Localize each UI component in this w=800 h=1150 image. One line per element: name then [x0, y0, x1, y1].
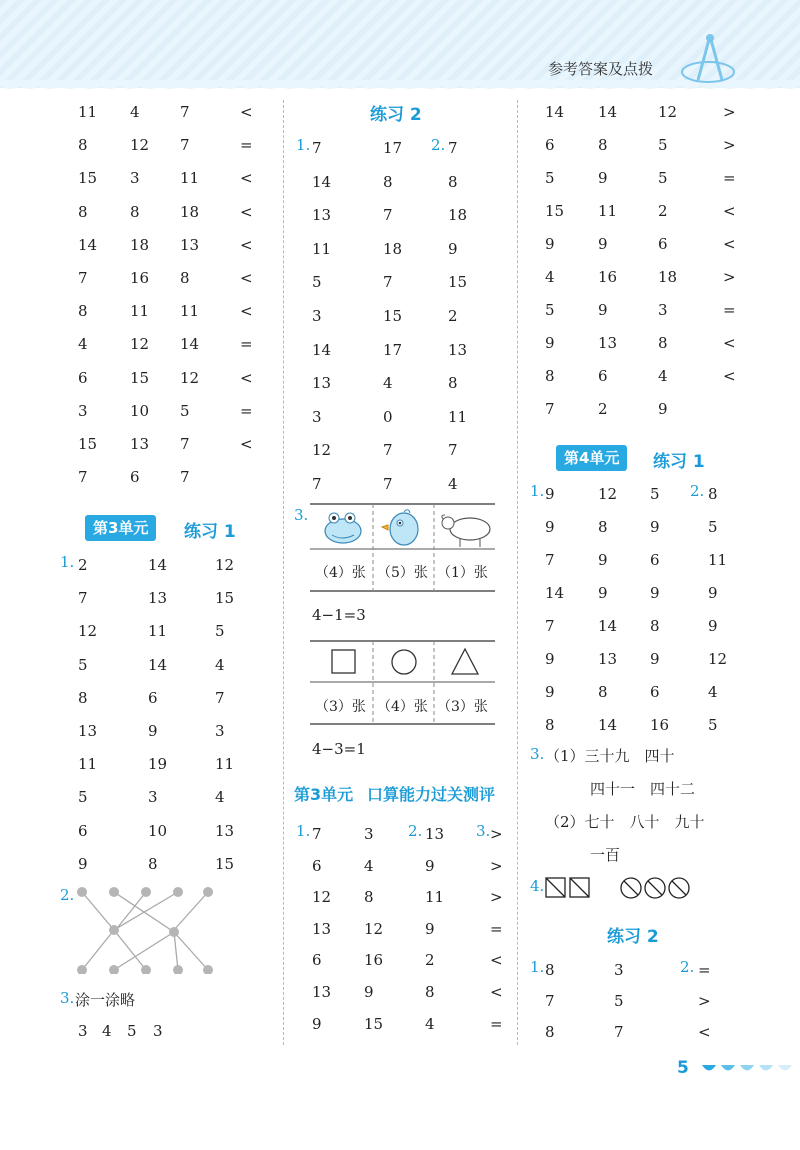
unit4-q-cell: 9 — [708, 617, 718, 635]
left-top-cell: < — [240, 302, 253, 321]
exercise2-cell: 0 — [383, 407, 393, 426]
exercise2-cell: 8 — [448, 172, 458, 191]
right-q1-label: 1. — [530, 482, 545, 500]
left-top-cell: < — [240, 269, 253, 287]
right-top-cell: 6 — [598, 367, 608, 385]
exercise2-cell: 18 — [448, 206, 468, 225]
right-top-cell: 2 — [598, 400, 608, 418]
unit3-test-cell: < — [490, 983, 503, 1001]
left-top-cell: 11 — [180, 169, 200, 188]
unit4-p2-cell: = — [698, 961, 711, 979]
unit4-q-cell: 8 — [650, 617, 660, 635]
test-q3-label: 3. — [476, 822, 491, 840]
unit4-p2-cell: 7 — [545, 992, 555, 1010]
right-top-cell: 9 — [658, 400, 668, 418]
unit3-test-cell: > — [490, 856, 503, 875]
left-top-cell: 7 — [180, 468, 190, 487]
sheep-icon — [442, 515, 490, 547]
column-divider-right — [517, 100, 518, 1045]
right-top-cell: 15 — [545, 202, 565, 220]
exercise2-cell: 3 — [312, 407, 322, 426]
unit4-q-cell: 16 — [650, 716, 670, 734]
unit3-q1-cell: 3 — [148, 788, 158, 807]
left-top-cell: < — [240, 235, 253, 254]
unit4-p2-cell: 3 — [614, 961, 624, 979]
unit4-q-cell: 9 — [708, 584, 718, 602]
unit3-q1-cell: 5 — [78, 655, 88, 674]
unit3-test-cell: 2 — [425, 951, 435, 970]
exercise2-cell: 5 — [312, 273, 322, 292]
right-top-cell: 5 — [658, 169, 668, 187]
left-top-cell: 7 — [78, 468, 88, 487]
unit3-q1-cell: 15 — [215, 589, 235, 608]
left-top-cell: 8 — [78, 202, 88, 221]
left-top-cell: 11 — [130, 302, 150, 321]
unit3-test-cell: 9 — [364, 983, 374, 1001]
unit3-test-cell: < — [490, 951, 503, 970]
unit4-q-cell: 7 — [545, 617, 555, 635]
exercise2-cell: 18 — [383, 239, 403, 258]
unit4-q-cell: 4 — [708, 683, 718, 701]
unit3-q1-cell: 7 — [215, 688, 225, 707]
exercise2-cell: 7 — [383, 441, 393, 460]
right-top-cell: 11 — [598, 202, 618, 220]
unit3-q1-cell: 12 — [78, 622, 98, 641]
unit3-q1-cell: 9 — [148, 722, 158, 740]
q3-label: 3. — [60, 989, 75, 1007]
count-answer: （3）张 — [437, 699, 488, 715]
unit3-q1-cell: 13 — [78, 722, 98, 740]
equation-1: 4−1=3 — [312, 606, 366, 624]
left-top-cell: 15 — [78, 435, 98, 453]
unit3-test-cell: 16 — [364, 951, 384, 970]
q2-label: 2. — [60, 886, 75, 904]
unit4-q-cell: 5 — [650, 485, 660, 503]
exercise2-cell: 9 — [448, 239, 458, 258]
left-top-cell: 16 — [130, 269, 150, 287]
compass-icon — [680, 30, 740, 90]
triangle-icon — [452, 649, 478, 674]
unit3-q1-cell: 13 — [148, 589, 168, 608]
unit3-test-cell: 6 — [312, 856, 322, 875]
right-top-cell: 8 — [598, 136, 608, 154]
exercise2-cell: 7 — [383, 475, 393, 493]
page-header-title: 参考答案及点拨 — [548, 60, 654, 78]
unit3-test-cell: 8 — [425, 983, 435, 1001]
left-top-cell: < — [240, 169, 253, 188]
unit4-q-cell: 8 — [708, 485, 718, 503]
right-top-cell: 12 — [658, 103, 678, 121]
unit3-test-title: 口算能力过关测评 — [367, 785, 496, 804]
right-top-cell: 6 — [545, 136, 555, 154]
unit4-badge: 第4单元 — [556, 445, 627, 471]
unit4-q-cell: 9 — [545, 683, 555, 701]
right-top-cell: > — [723, 268, 736, 286]
right-top-cell: 6 — [658, 235, 668, 253]
unit3-q1-cell: 14 — [148, 556, 168, 574]
left-top-cell: 11 — [78, 103, 98, 121]
unit4-q-cell: 8 — [598, 683, 608, 701]
left-top-cell: 10 — [130, 401, 150, 420]
equation-2: 4−3=1 — [312, 740, 366, 758]
count-answer: （3）张 — [315, 699, 366, 715]
right-top-cell: < — [723, 202, 736, 220]
q3-value: 4 — [102, 1022, 112, 1040]
footer-dots-decoration — [700, 1062, 800, 1078]
right-top-cell: < — [723, 235, 736, 253]
unit3-test-cell: 13 — [312, 919, 332, 938]
exercise2-cell: 8 — [448, 374, 458, 393]
right-top-cell: 9 — [545, 334, 555, 352]
unit3-test-cell: = — [490, 1014, 503, 1033]
unit3-test-cell: 13 — [312, 983, 332, 1001]
left-top-cell: 15 — [78, 169, 98, 188]
unit3-test-cell: 9 — [425, 919, 435, 938]
left-top-cell: 14 — [180, 335, 200, 354]
unit3-q1-cell: 9 — [78, 854, 88, 873]
unit3-q1-cell: 2 — [78, 556, 88, 574]
unit3-test-cell: 12 — [312, 888, 332, 907]
left-top-cell: = — [240, 401, 253, 420]
unit3-q1-cell: 10 — [148, 821, 168, 840]
left-top-cell: 12 — [180, 368, 200, 387]
right-top-cell: > — [723, 136, 736, 154]
right-top-cell: 16 — [598, 268, 618, 286]
unit4-exercise1-title: 练习 1 — [653, 452, 705, 472]
unit3-q1-cell: 4 — [215, 788, 225, 807]
exercise2-cell: 2 — [448, 307, 458, 325]
q3-value: 3 — [153, 1022, 163, 1040]
right-top-cell: > — [723, 103, 736, 121]
unit4-p2-cell: 8 — [545, 1023, 555, 1041]
test-q1-label: 1. — [296, 822, 311, 840]
test-q2-label: 2. — [408, 822, 423, 840]
left-top-cell: 8 — [130, 202, 140, 221]
q3-line4: 一百 — [590, 846, 621, 864]
unit3-q1-cell: 3 — [215, 722, 225, 740]
left-top-cell: 8 — [180, 269, 190, 287]
unit4-q-cell: 14 — [598, 716, 618, 734]
left-top-cell: 7 — [180, 103, 190, 121]
unit3-q1-cell: 6 — [148, 688, 158, 707]
right-top-cell: 5 — [545, 169, 555, 187]
unit4-q-cell: 9 — [650, 650, 660, 668]
unit3-test-cell: 8 — [364, 888, 374, 907]
right-top-cell: 2 — [658, 202, 668, 220]
unit3-q1-cell: 11 — [148, 622, 168, 641]
exercise2-cell: 17 — [383, 340, 403, 359]
unit3-q1-cell: 19 — [148, 755, 168, 774]
exercise2-cell: 14 — [312, 340, 332, 359]
right-top-cell: 3 — [658, 301, 668, 319]
right-top-cell: 14 — [598, 103, 618, 121]
unit4-p2-cell: 5 — [614, 992, 624, 1010]
p2-q1-label: 1. — [530, 958, 545, 976]
unit3-test-cell: 9 — [425, 856, 435, 875]
q3-line1: （1）三十九 四十 — [545, 747, 675, 765]
frog-icon — [325, 513, 361, 543]
exercise2-cell: 12 — [312, 441, 332, 460]
left-top-cell: < — [240, 202, 253, 221]
left-top-cell: 8 — [78, 302, 88, 321]
exercise2-cell: 7 — [448, 441, 458, 460]
exercise2-cell: 7 — [448, 139, 458, 157]
left-top-cell: 4 — [78, 335, 88, 354]
unit4-p2-cell: 7 — [614, 1023, 624, 1041]
exercise2-cell: 17 — [383, 139, 403, 157]
mid-q3-label: 3. — [294, 506, 309, 524]
exercise2-cell: 7 — [312, 139, 322, 157]
unit4-q-cell: 12 — [708, 650, 728, 668]
chick-icon — [382, 510, 418, 545]
q3-text: 涂一涂略 — [75, 991, 136, 1009]
unit3-q1-cell: 11 — [78, 755, 98, 774]
exercise2-cell: 15 — [383, 307, 403, 325]
right-top-cell: < — [723, 334, 736, 352]
unit3-q1-cell: 4 — [215, 655, 225, 674]
unit4-q-cell: 14 — [545, 584, 565, 602]
left-top-cell: 14 — [78, 235, 98, 254]
right-top-cell: 7 — [545, 400, 555, 418]
unit3-q1-cell: 11 — [215, 755, 235, 774]
q3-value: 3 — [78, 1022, 88, 1040]
unit3-test-cell: = — [490, 919, 503, 938]
unit4-q-cell: 6 — [650, 683, 660, 701]
left-top-cell: 4 — [130, 103, 140, 121]
right-top-cell: 9 — [598, 235, 608, 253]
left-top-cell: 7 — [180, 435, 190, 453]
unit3-test-cell: 9 — [312, 1014, 322, 1033]
left-top-cell: 18 — [180, 202, 200, 221]
left-top-cell: 12 — [130, 335, 150, 354]
exercise2-cell: 13 — [312, 374, 332, 393]
left-top-cell: = — [240, 136, 253, 155]
right-top-cell: 4 — [545, 268, 555, 286]
right-top-cell: = — [723, 169, 736, 187]
left-top-cell: 13 — [180, 235, 200, 254]
unit3-test-cell: 13 — [425, 825, 445, 843]
p2-q2-label: 2. — [680, 958, 695, 976]
exercise2-cell: 4 — [448, 475, 458, 493]
right-top-cell: 14 — [545, 103, 565, 121]
count-answer: （1）张 — [437, 565, 488, 581]
count-answer: （5）张 — [377, 565, 428, 581]
circle-icon — [392, 650, 416, 674]
unit4-q-cell: 9 — [545, 650, 555, 668]
mid-q2-label: 2. — [431, 136, 446, 154]
left-top-cell: 15 — [130, 368, 150, 387]
unit3-test-cell: > — [490, 888, 503, 907]
left-top-cell: = — [240, 335, 253, 354]
unit4-q-cell: 7 — [545, 551, 555, 569]
left-top-cell: 3 — [130, 169, 140, 188]
unit3-test-cell: > — [490, 825, 503, 843]
exercise2-cell: 11 — [312, 239, 332, 258]
matching-diagram — [74, 884, 224, 974]
right-top-cell: 18 — [658, 268, 678, 286]
unit4-q-cell: 11 — [708, 551, 728, 569]
unit3-test-cell: 6 — [312, 951, 322, 970]
unit3-q1-cell: 12 — [215, 556, 235, 574]
unit3-test-cell: 4 — [425, 1014, 435, 1033]
right-top-cell: 9 — [598, 169, 608, 187]
unit4-q-cell: 8 — [545, 716, 555, 734]
q1-label: 1. — [60, 553, 75, 571]
unit3-q1-cell: 8 — [78, 688, 88, 707]
left-top-cell: 8 — [78, 136, 88, 155]
left-top-cell: < — [240, 435, 253, 453]
left-top-cell: 18 — [130, 235, 150, 254]
unit3-test-cell: 7 — [312, 825, 322, 843]
mid-q1-label: 1. — [296, 136, 311, 154]
unit3-badge: 第3单元 — [85, 515, 156, 541]
exercise2-cell: 7 — [383, 206, 393, 225]
right-q2-label: 2. — [690, 482, 705, 500]
unit4-p2-cell: < — [698, 1023, 711, 1041]
right-top-cell: 5 — [658, 136, 668, 154]
exercise2-cell: 11 — [448, 407, 468, 426]
unit4-q-cell: 5 — [708, 716, 718, 734]
right-top-cell: 13 — [598, 334, 618, 352]
unit3-q1-cell: 6 — [78, 821, 88, 840]
exercise2-cell: 4 — [383, 374, 393, 393]
unit3-test-cell: 11 — [425, 888, 445, 907]
right-top-cell: 8 — [658, 334, 668, 352]
unit3-q1-cell: 13 — [215, 821, 235, 840]
square-icon — [332, 650, 355, 673]
exercise2-cell: 3 — [312, 307, 322, 325]
exercise2-cell: 15 — [448, 273, 468, 292]
unit3-test-cell: 12 — [364, 919, 384, 938]
exercise2-cell: 14 — [312, 172, 332, 191]
unit4-q-cell: 5 — [708, 518, 718, 536]
right-top-cell: 9 — [545, 235, 555, 253]
left-top-cell: 5 — [180, 401, 190, 420]
right-top-cell: 5 — [545, 301, 555, 319]
unit4-q-cell: 9 — [598, 584, 608, 602]
unit4-q-cell: 9 — [545, 485, 555, 503]
column-divider-left — [283, 100, 284, 1045]
unit3-test-cell: 3 — [364, 825, 374, 843]
unit3-test-cell: 15 — [364, 1014, 384, 1033]
right-top-cell: 9 — [598, 301, 608, 319]
left-top-cell: 3 — [78, 401, 88, 420]
unit4-q-cell: 13 — [598, 650, 618, 668]
exercise2-cell: 13 — [312, 206, 332, 225]
right-top-cell: = — [723, 301, 736, 319]
unit3-exercise1-title: 练习 1 — [184, 522, 236, 542]
exercise2-cell: 7 — [383, 273, 393, 292]
exercise2-cell: 13 — [448, 340, 468, 359]
q3-line2: 四十一 四十二 — [590, 780, 696, 798]
exercise2-cell: 7 — [312, 475, 322, 493]
unit4-q-cell: 9 — [650, 518, 660, 536]
unit3-q1-cell: 5 — [215, 622, 225, 641]
left-top-cell: 13 — [130, 435, 150, 453]
left-top-cell: < — [240, 103, 253, 121]
exercise2-cell: 8 — [383, 172, 393, 191]
right-q4-label: 4. — [530, 877, 545, 895]
right-top-cell: < — [723, 367, 736, 385]
unit3-test-title-unit: 第3单元 — [294, 785, 354, 804]
right-top-cell: 4 — [658, 367, 668, 385]
unit3-q1-cell: 15 — [215, 854, 235, 873]
unit4-q-cell: 9 — [650, 584, 660, 602]
page-number: 5 — [677, 1058, 689, 1078]
unit4-q-cell: 12 — [598, 485, 618, 503]
unit4-q-cell: 8 — [598, 518, 608, 536]
left-top-cell: 6 — [78, 368, 88, 387]
right-q3-label: 3. — [530, 745, 545, 763]
unit4-q-cell: 6 — [650, 551, 660, 569]
count-answer: （4）张 — [315, 565, 366, 581]
unit3-q1-cell: 8 — [148, 854, 158, 873]
exercise2-title: 练习 2 — [370, 105, 422, 125]
unit4-exercise2-title: 练习 2 — [607, 927, 659, 947]
unit4-p2-cell: > — [698, 992, 711, 1010]
unit3-q1-cell: 14 — [148, 655, 168, 674]
q3-value: 5 — [127, 1022, 137, 1040]
left-top-cell: 11 — [180, 302, 200, 321]
left-top-cell: 12 — [130, 136, 150, 155]
unit4-q-cell: 14 — [598, 617, 618, 635]
unit4-p2-cell: 8 — [545, 961, 555, 979]
left-top-cell: 6 — [130, 468, 140, 487]
count-answer: （4）张 — [377, 699, 428, 715]
left-top-cell: 7 — [180, 136, 190, 155]
shaded-shapes-icon — [545, 876, 690, 900]
left-top-cell: 7 — [78, 269, 88, 287]
left-top-cell: < — [240, 368, 253, 387]
unit4-q-cell: 9 — [598, 551, 608, 569]
right-top-cell: 8 — [545, 367, 555, 385]
unit3-test-cell: 4 — [364, 856, 374, 875]
unit3-q1-cell: 7 — [78, 589, 88, 608]
unit4-q-cell: 9 — [545, 518, 555, 536]
unit3-q1-cell: 5 — [78, 788, 88, 807]
q3-line3: （2）七十 八十 九十 — [545, 813, 705, 831]
